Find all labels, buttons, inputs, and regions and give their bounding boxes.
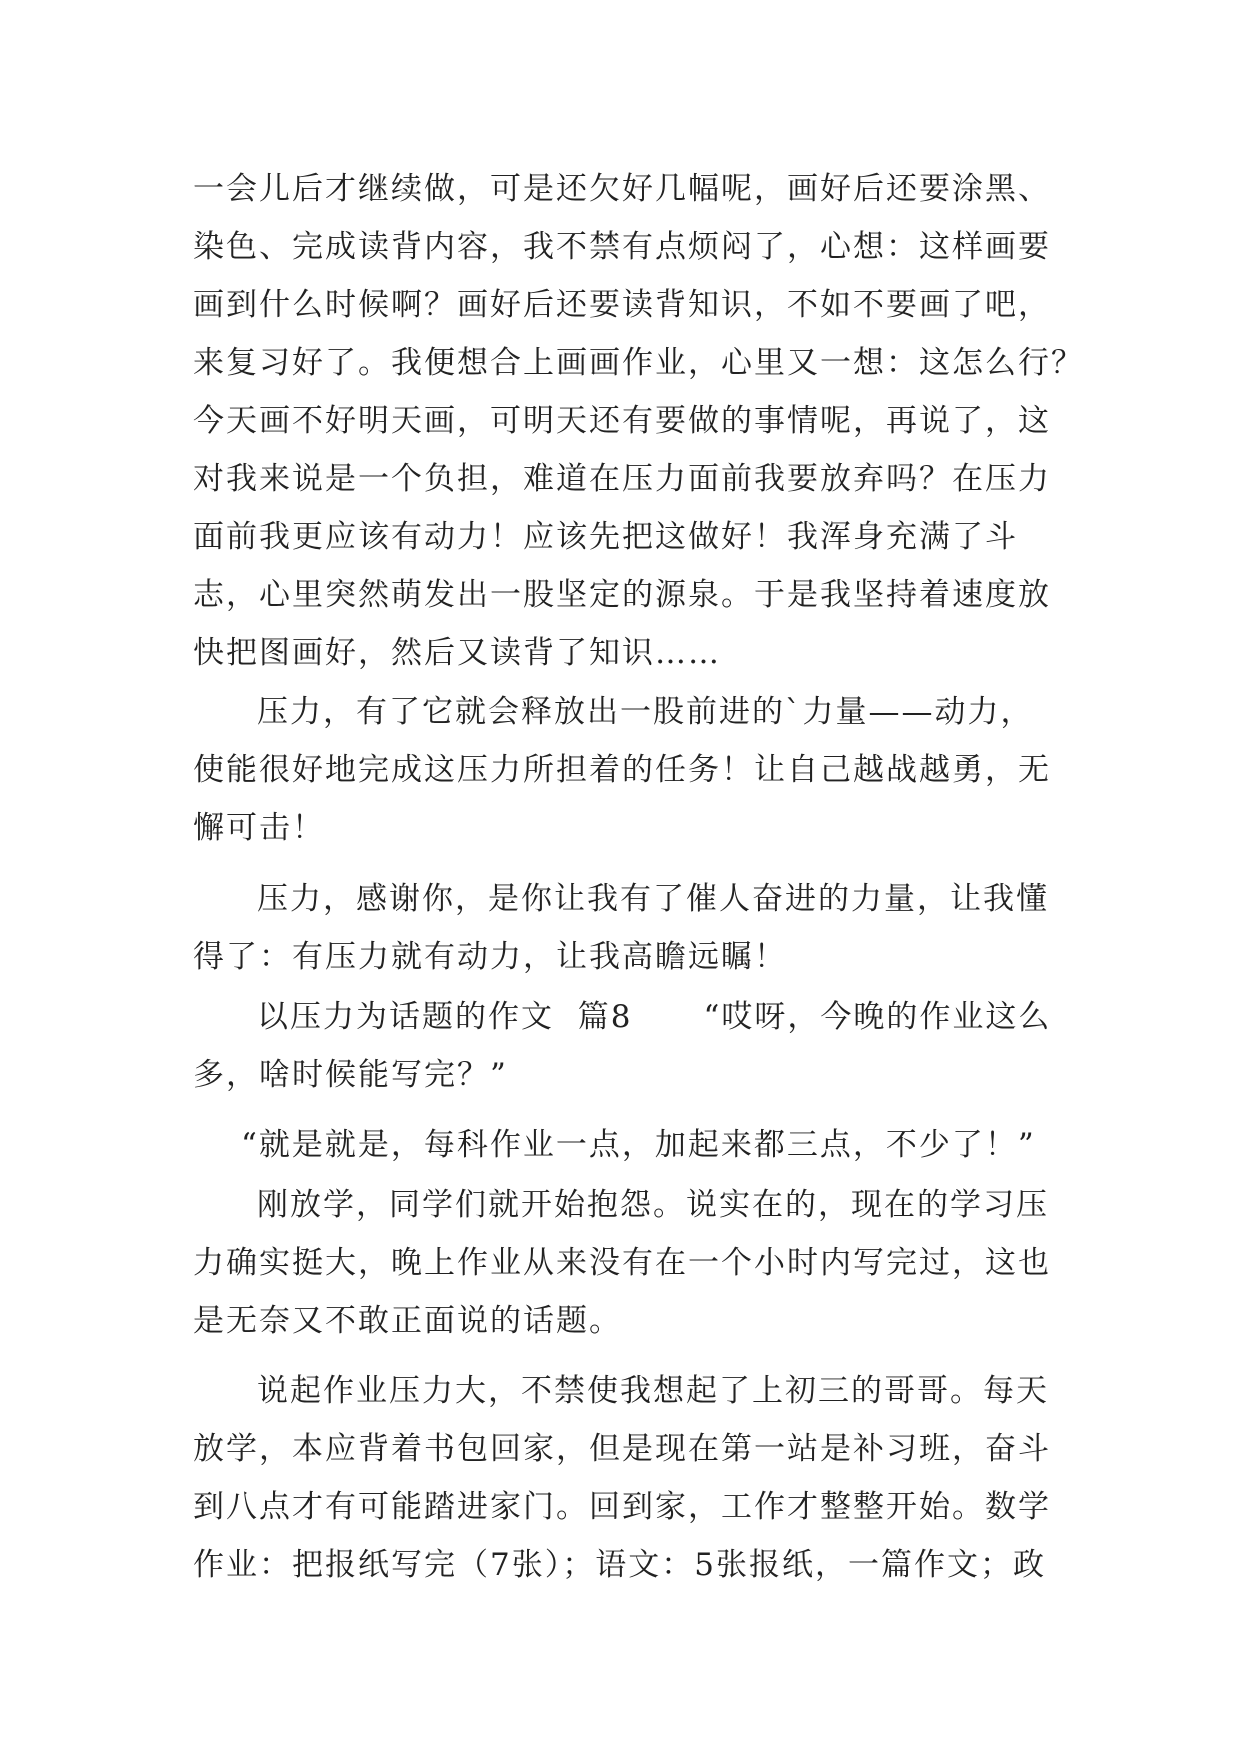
text-line: 得了：有压力就有动力，让我高瞻远瞩！	[193, 939, 787, 975]
text-line: 对我来说是一个负担，难道在压力面前我要放弃吗？在压力	[193, 461, 1051, 497]
text-line: 多，啥时候能写完？”	[193, 1057, 508, 1093]
section-heading-line: 以压力为话题的作文 篇8 “哎呀，今晚的作业这么	[257, 999, 1052, 1035]
text-line: 懈可击！	[193, 810, 325, 846]
text-line: 今天画不好明天画，可明天还有要做的事情呢，再说了，这	[193, 403, 1051, 439]
text-line: 说起作业压力大，不禁使我想起了上初三的哥哥。每天	[257, 1373, 1049, 1409]
text-line: 到八点才有可能踏进家门。回到家，工作才整整开始。数学	[193, 1489, 1051, 1525]
text-line: 画到什么时候啊？画好后还要读背知识，不如不要画了吧，	[193, 287, 1051, 323]
text-line: 压力，感谢你，是你让我有了催人奋进的力量，让我懂	[257, 881, 1049, 917]
text-line: 压力，有了它就会释放出一股前进的`力量——动力，	[257, 694, 1034, 730]
text-line: 是无奈又不敢正面说的话题。	[193, 1303, 622, 1339]
text-line: 志，心里突然萌发出一股坚定的源泉。于是我坚持着速度放	[193, 577, 1051, 613]
text-line: 快把图画好，然后又读背了知识……	[193, 635, 721, 671]
text-line: 染色、完成读背内容，我不禁有点烦闷了，心想：这样画要	[193, 229, 1051, 265]
text-line: 力确实挺大，晚上作业从来没有在一个小时内写完过，这也	[193, 1245, 1051, 1281]
text-line: 放学，本应背着书包回家，但是现在第一站是补习班，奋斗	[193, 1431, 1051, 1467]
text-line: 一会儿后才继续做，可是还欠好几幅呢，画好后还要涂黑、	[193, 171, 1051, 207]
text-line: 使能很好地完成这压力所担着的任务！让自己越战越勇，无	[193, 752, 1051, 788]
text-line: “就是就是，每科作业一点，加起来都三点，不少了！”	[241, 1127, 1036, 1163]
text-line: 作业：把报纸写完（7张）；语文：5张报纸，一篇作文；政	[193, 1547, 1046, 1583]
text-line: 刚放学，同学们就开始抱怨。说实在的，现在的学习压	[257, 1187, 1049, 1223]
text-line: 面前我更应该有动力！应该先把这做好！我浑身充满了斗	[193, 519, 1018, 555]
text-line: 来复习好了。我便想合上画画作业，心里又一想：这怎么行？	[193, 345, 1084, 381]
